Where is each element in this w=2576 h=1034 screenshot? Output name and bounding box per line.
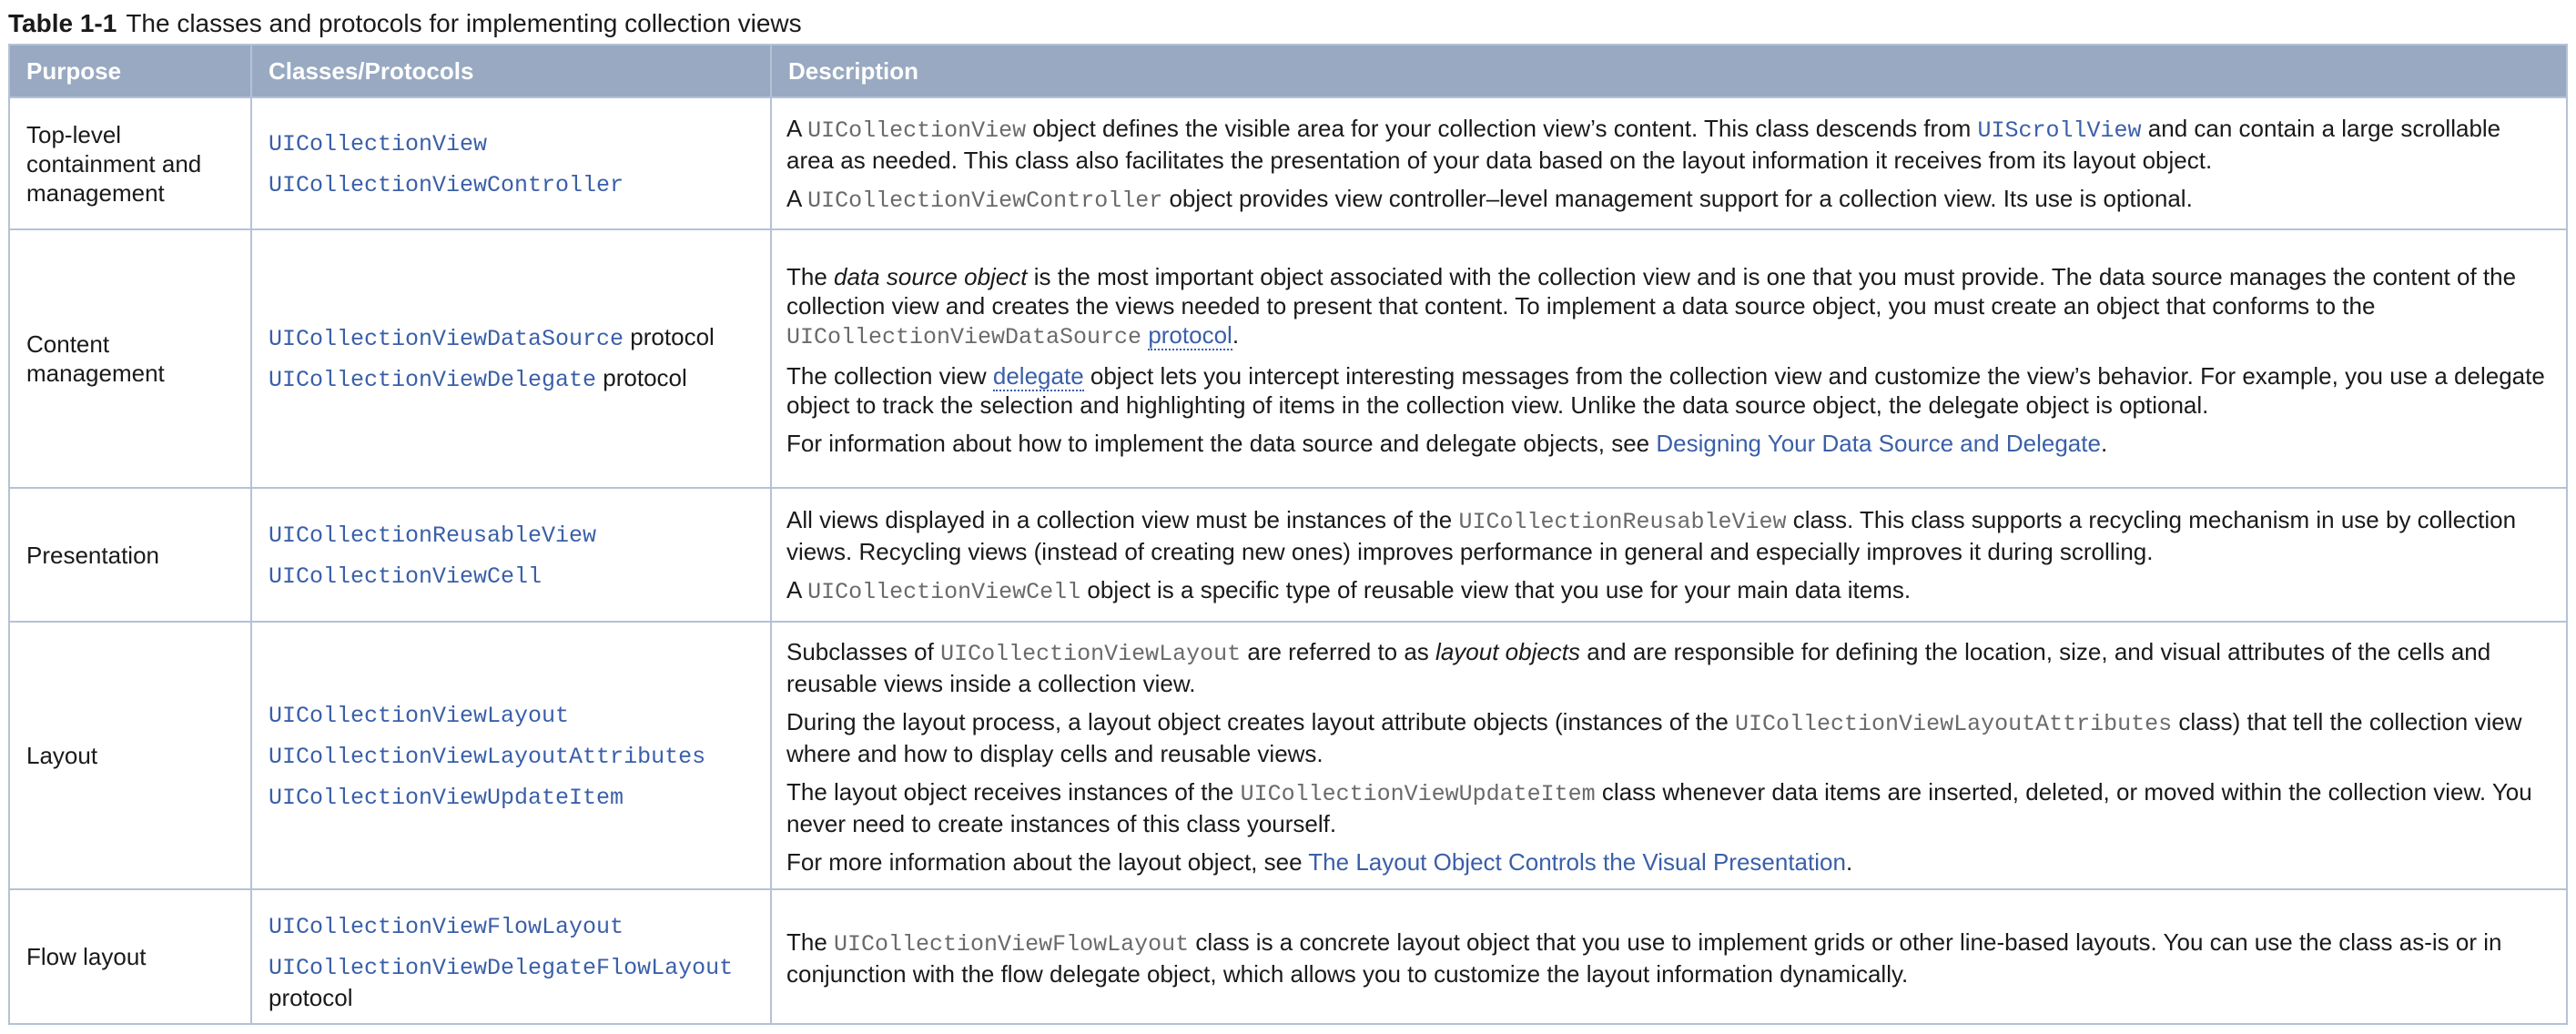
inline-code: UICollectionViewDataSource xyxy=(786,323,1142,350)
description-paragraph xyxy=(786,505,2551,566)
inline-code: UICollectionViewFlowLayout xyxy=(834,930,1190,958)
inline-code: UICollectionViewUpdateItem xyxy=(1240,780,1596,807)
text: class is a concrete layout object that you use to implement grids or other line-based layouts. You can use the class as-is or in conjunction with the flow delegate object, which allows you to customize the layout information dynamically. xyxy=(786,928,2502,988)
text: For more information about the layout object, see xyxy=(786,847,1309,876)
table-title: The classes and protocols for implementing collection views xyxy=(126,9,802,37)
description-cell xyxy=(771,622,2567,889)
class-link[interactable]: UICollectionViewFlowLayout xyxy=(269,914,624,940)
table-row xyxy=(9,622,2567,889)
description-paragraph xyxy=(786,262,2551,352)
class-item xyxy=(269,560,756,592)
class-link[interactable]: UICollectionViewDataSource xyxy=(269,326,624,352)
class-item xyxy=(269,168,756,200)
class-link[interactable]: UICollectionViewUpdateItem xyxy=(269,784,624,811)
text: and can contain a large scrollable area as needed. This class also facilitates the presentation of your data based on the layout information it receives from its layout object. xyxy=(786,114,2501,174)
class-suffix: protocol xyxy=(269,984,353,1011)
inline-code: UICollectionViewCell xyxy=(807,578,1081,605)
description-paragraph xyxy=(786,637,2551,698)
inline-code: UICollectionView xyxy=(807,117,1027,144)
class-item xyxy=(269,699,756,731)
purpose-cell: Top-level containment and management xyxy=(9,97,251,229)
class-link[interactable]: UICollectionReusableView xyxy=(269,522,597,549)
text: object is a specific type of reusable view that you use for your main data items. xyxy=(1080,575,1912,603)
text: and are responsible for defining the location, size, and visual attributes of the cells and reusable views inside a collection view. xyxy=(786,637,2491,697)
description-paragraph xyxy=(786,928,2551,988)
text: For information about how to implement the data source and delegate objects, see xyxy=(786,429,1657,457)
class-suffix: protocol xyxy=(624,323,715,350)
text: All views displayed in a collection view must be instances of the xyxy=(786,505,1459,533)
table-row xyxy=(9,889,2567,1024)
table-row xyxy=(9,488,2567,622)
text: class) that tell the collection view where and how to display cells and reusable views. xyxy=(786,707,2522,767)
text: object lets you intercept interesting messages from the collection view and customize the view’s behavior. For example, you use a delegate object to track the selection and highlighting of items in the collection view. Unlike the data source object, the delegate object is optional. xyxy=(786,361,2545,419)
class-item xyxy=(269,781,756,813)
text: class. This class supports a recycling mechanism in use by collection views. Recycling views (instead of creating new ones) improves performance in general and especially improves it during scrolling. xyxy=(786,505,2517,565)
text: A xyxy=(786,184,808,212)
description-paragraph xyxy=(786,707,2551,768)
doc-table-section xyxy=(8,7,2566,1025)
description-paragraph xyxy=(786,114,2551,175)
inline-code: UICollectionViewLayoutAttributes xyxy=(1735,710,2173,737)
class-item xyxy=(269,519,756,551)
class-item xyxy=(269,740,756,772)
text: The xyxy=(786,928,835,956)
text: object defines the visible area for your collection view’s content. This class descends from xyxy=(1026,114,1978,142)
protocol-glossary-link[interactable]: protocol xyxy=(1148,320,1232,349)
class-link[interactable]: UICollectionViewLayoutAttributes xyxy=(269,743,706,770)
classes-cell xyxy=(251,622,771,889)
text: . xyxy=(1845,847,1853,876)
delegate-glossary-link[interactable]: delegate xyxy=(992,361,1084,390)
description-paragraph xyxy=(786,429,2551,458)
text: Subclasses of xyxy=(786,637,941,665)
class-item xyxy=(269,127,756,159)
designing-data-source-link[interactable]: Designing Your Data Source and Delegate xyxy=(1656,429,2101,457)
class-item xyxy=(269,363,756,395)
text: is the most important object associated with the collection view and is one that you must provide. The data source manages the content of the collection view and creates the views needed to present that content. To implement a data source object, you must create an object that conforms to the xyxy=(786,262,2517,319)
description-paragraph xyxy=(786,184,2551,216)
table-number: Table 1-1 xyxy=(8,9,117,37)
description-paragraph xyxy=(786,777,2551,838)
text: The xyxy=(786,262,835,290)
collection-classes-table xyxy=(8,44,2568,1025)
class-link[interactable]: UICollectionViewDelegateFlowLayout xyxy=(269,955,734,981)
text: object provides view controller–level management support for a collection view. Its use is optional. xyxy=(1162,184,2193,212)
text: are referred to as xyxy=(1241,637,1436,665)
purpose-cell: Content management xyxy=(9,229,251,488)
class-suffix: protocol xyxy=(596,364,687,391)
text: class whenever data items are inserted, deleted, or moved within the collection view. You never need to create instances of this class yourself. xyxy=(786,777,2532,837)
text: . xyxy=(1232,320,1240,349)
class-link[interactable]: UICollectionViewCell xyxy=(269,563,543,590)
text: A xyxy=(786,575,808,603)
inline-code: UICollectionViewLayout xyxy=(940,640,1242,667)
inline-code: UICollectionViewController xyxy=(807,187,1163,214)
text: The layout object receives instances of the xyxy=(786,777,1241,806)
purpose-cell: Layout xyxy=(9,622,251,889)
classes-cell xyxy=(251,229,771,488)
description-cell xyxy=(771,97,2567,229)
text: . xyxy=(2100,429,2108,457)
uiscrollview-link[interactable]: UIScrollView xyxy=(1977,117,2142,144)
description-cell xyxy=(771,229,2567,488)
purpose-cell: Presentation xyxy=(9,488,251,622)
header-description: Description xyxy=(771,45,2567,97)
emphasis: layout objects xyxy=(1435,637,1581,665)
description-paragraph xyxy=(786,361,2551,420)
class-link[interactable]: UICollectionViewDelegate xyxy=(269,367,597,393)
table-row xyxy=(9,97,2567,229)
header-classes: Classes/Protocols xyxy=(251,45,771,97)
description-cell xyxy=(771,488,2567,622)
class-item xyxy=(269,322,756,354)
description-cell xyxy=(771,889,2567,1024)
table-caption xyxy=(8,7,2566,44)
layout-object-link[interactable]: The Layout Object Controls the Visual Presentation xyxy=(1308,847,1846,876)
classes-cell xyxy=(251,889,771,1024)
text: A xyxy=(786,114,808,142)
inline-code: UICollectionReusableView xyxy=(1458,508,1787,535)
class-item xyxy=(269,951,756,1012)
description-paragraph xyxy=(786,847,2551,877)
classes-cell xyxy=(251,97,771,229)
emphasis: data source object xyxy=(834,262,1028,290)
description-paragraph xyxy=(786,575,2551,607)
class-link[interactable]: UICollectionView xyxy=(269,130,488,157)
classes-cell xyxy=(251,488,771,622)
class-item xyxy=(269,910,756,942)
header-purpose: Purpose xyxy=(9,45,251,97)
class-link[interactable]: UICollectionViewController xyxy=(269,171,624,198)
class-link[interactable]: UICollectionViewLayout xyxy=(269,702,570,729)
purpose-cell: Flow layout xyxy=(9,889,251,1024)
text: The collection view xyxy=(786,361,993,390)
text: During the layout process, a layout object creates layout attribute objects (instances of the xyxy=(786,707,1736,735)
table-row xyxy=(9,229,2567,488)
table-header-row xyxy=(9,45,2567,97)
